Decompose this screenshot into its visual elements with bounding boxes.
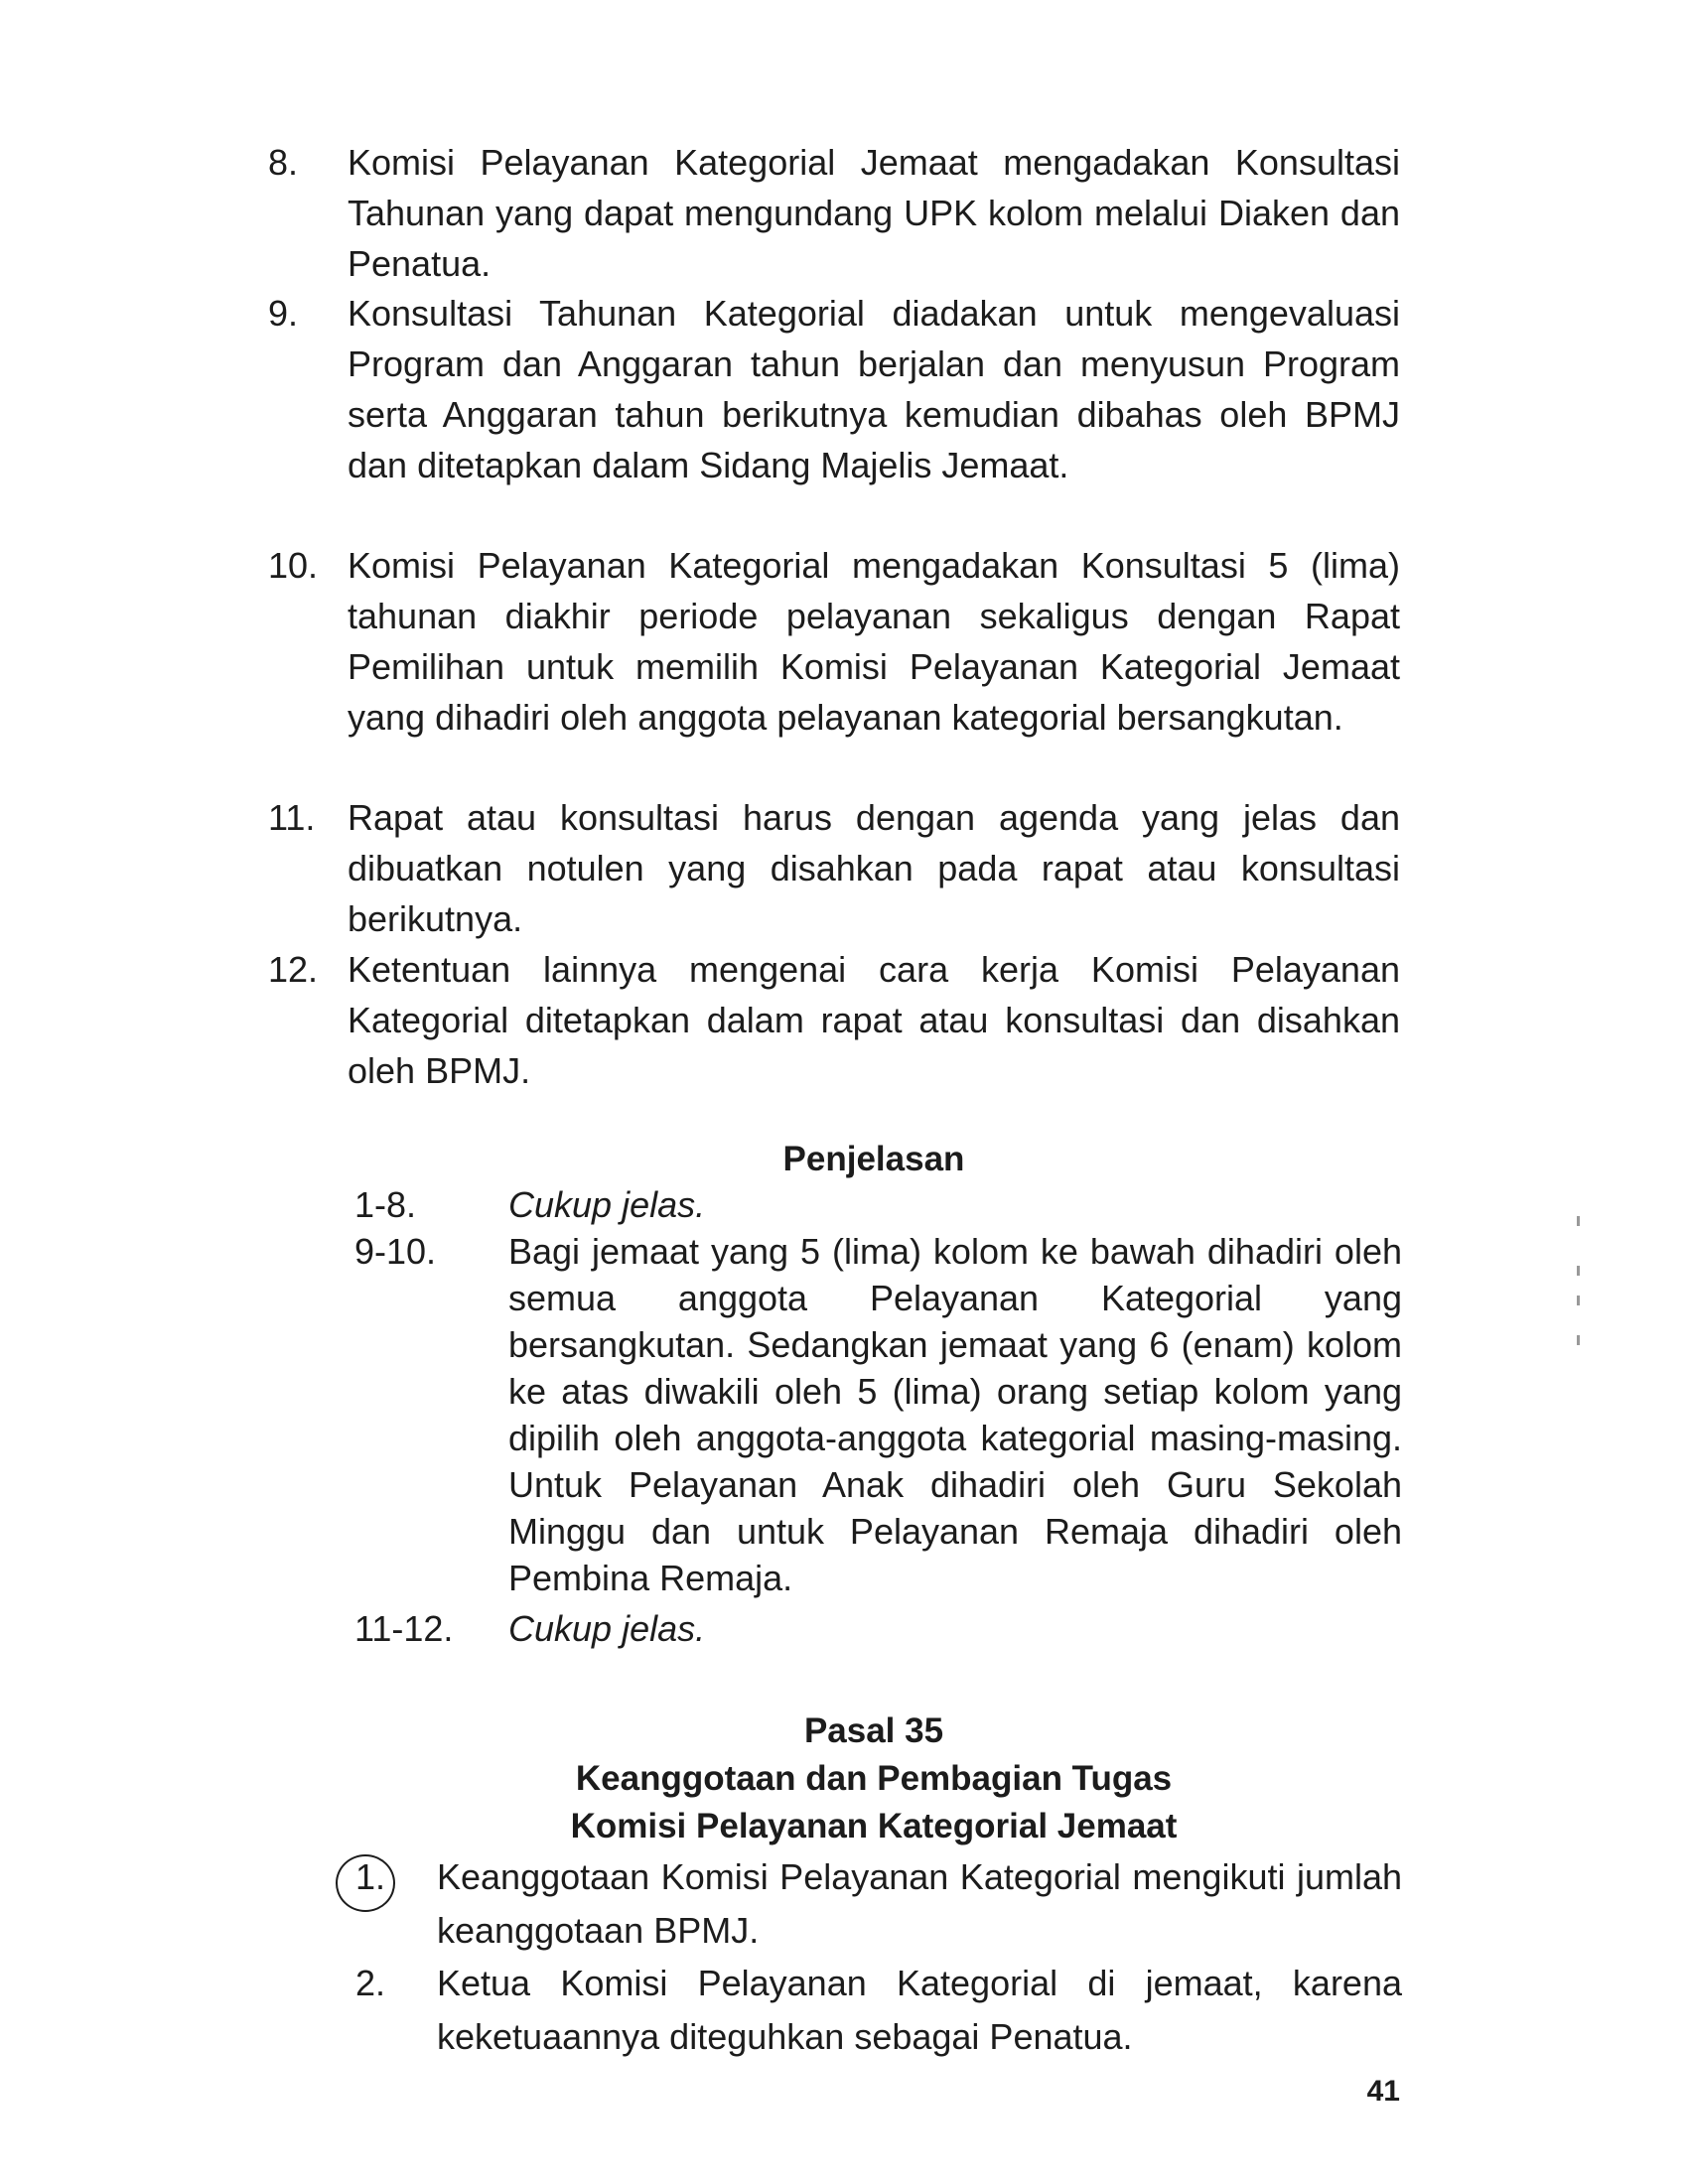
penjelasan-item-11-12 (354, 1605, 1402, 1652)
item-number: 8. (268, 142, 299, 183)
penjelasan-number: 9-10. (354, 1231, 437, 1272)
item-text: Komisi Pelayanan Kategorial mengadakan Konsultasi 5 (lima) tahunan diakhir periode pelayanan sekaligus dengan Rapat Pemilihan untuk memilih Komisi Pelayanan Kategorial Jemaat yang dihadiri oleh anggota pelayanan kategorial bersangkutan. (348, 545, 1400, 738)
penjelasan-item-9-10 (354, 1228, 1402, 1601)
pasal-subtitle: Komisi Pelayanan Kategorial Jemaat (570, 1807, 1178, 1845)
pasal-item-number: 1. (355, 1856, 386, 1897)
penjelasan-text: Bagi jemaat yang 5 (lima) kolom ke bawah dihadiri oleh semua anggota Pelayanan Kategorial yang bersangkutan. Sedangkan jemaat yang 6 (enam) kolom ke atas diwakili oleh 5 (lima) orang setiap kolom yang dipilih oleh anggota-anggota kategorial masing-masing. Untuk Pelayanan Anak dihadiri oleh Guru Sekolah Minggu dan untuk Pelayanan Remaja dihadiri oleh Pembina Remaja. (508, 1231, 1402, 1598)
item-number: 10. (268, 545, 319, 586)
item-number: 9. (268, 293, 299, 334)
list-item-9 (268, 288, 1400, 490)
list-item-8 (268, 137, 1400, 289)
scan-speck (1577, 1266, 1580, 1276)
penjelasan-item-1-8 (354, 1181, 1402, 1228)
pasal-item-1 (355, 1850, 1402, 1958)
scan-speck (1577, 1335, 1580, 1345)
penjelasan-number: 1-8. (354, 1184, 417, 1225)
item-number: 12. (268, 949, 319, 990)
list-item-12 (268, 944, 1400, 1096)
pasal-title: Pasal 35 (803, 1711, 944, 1750)
page-number: 41 (1366, 2075, 1400, 2108)
item-number: 11. (268, 797, 316, 838)
penjelasan-heading: Penjelasan (782, 1140, 965, 1178)
penjelasan-text: Cukup jelas. (508, 1608, 706, 1649)
pasal-item-text: Keanggotaan Komisi Pelayanan Kategorial mengikuti jumlah keanggotaan BPMJ. (437, 1856, 1402, 1951)
item-text: Rapat atau konsultasi harus dengan agenda yang jelas dan dibuatkan notulen yang disahkan pada rapat atau konsultasi berikutnya. (348, 797, 1400, 939)
pasal-item-text: Ketua Komisi Pelayanan Kategorial di jemaat, karena keketuaannya diteguhkan sebagai Penatua. (437, 1963, 1402, 2057)
item-text: Konsultasi Tahunan Kategorial diadakan untuk mengevaluasi Program dan Anggaran tahun berjalan dan menyusun Program serta Anggaran tahun berikutnya kemudian dibahas oleh BPMJ dan ditetapkan dalam Sidang Majelis Jemaat. (348, 293, 1400, 485)
item-text: Ketentuan lainnya mengenai cara kerja Komisi Pelayanan Kategorial ditetapkan dalam rapat atau konsultasi dan disahkan oleh BPMJ. (348, 949, 1400, 1091)
scan-speck (1577, 1216, 1580, 1226)
penjelasan-text: Cukup jelas. (508, 1184, 706, 1225)
list-item-10 (268, 540, 1400, 743)
list-item-11 (268, 792, 1400, 944)
pasal-item-number: 2. (355, 1963, 386, 2003)
scan-speck (1577, 1296, 1580, 1305)
item-text: Komisi Pelayanan Kategorial Jemaat mengadakan Konsultasi Tahunan yang dapat mengundang UPK kolom melalui Diaken dan Penatua. (348, 142, 1400, 284)
penjelasan-number: 11-12. (354, 1608, 454, 1649)
pasal-subtitle: Keanggotaan dan Pembagian Tugas (575, 1759, 1173, 1798)
pasal-item-2 (355, 1957, 1402, 2064)
